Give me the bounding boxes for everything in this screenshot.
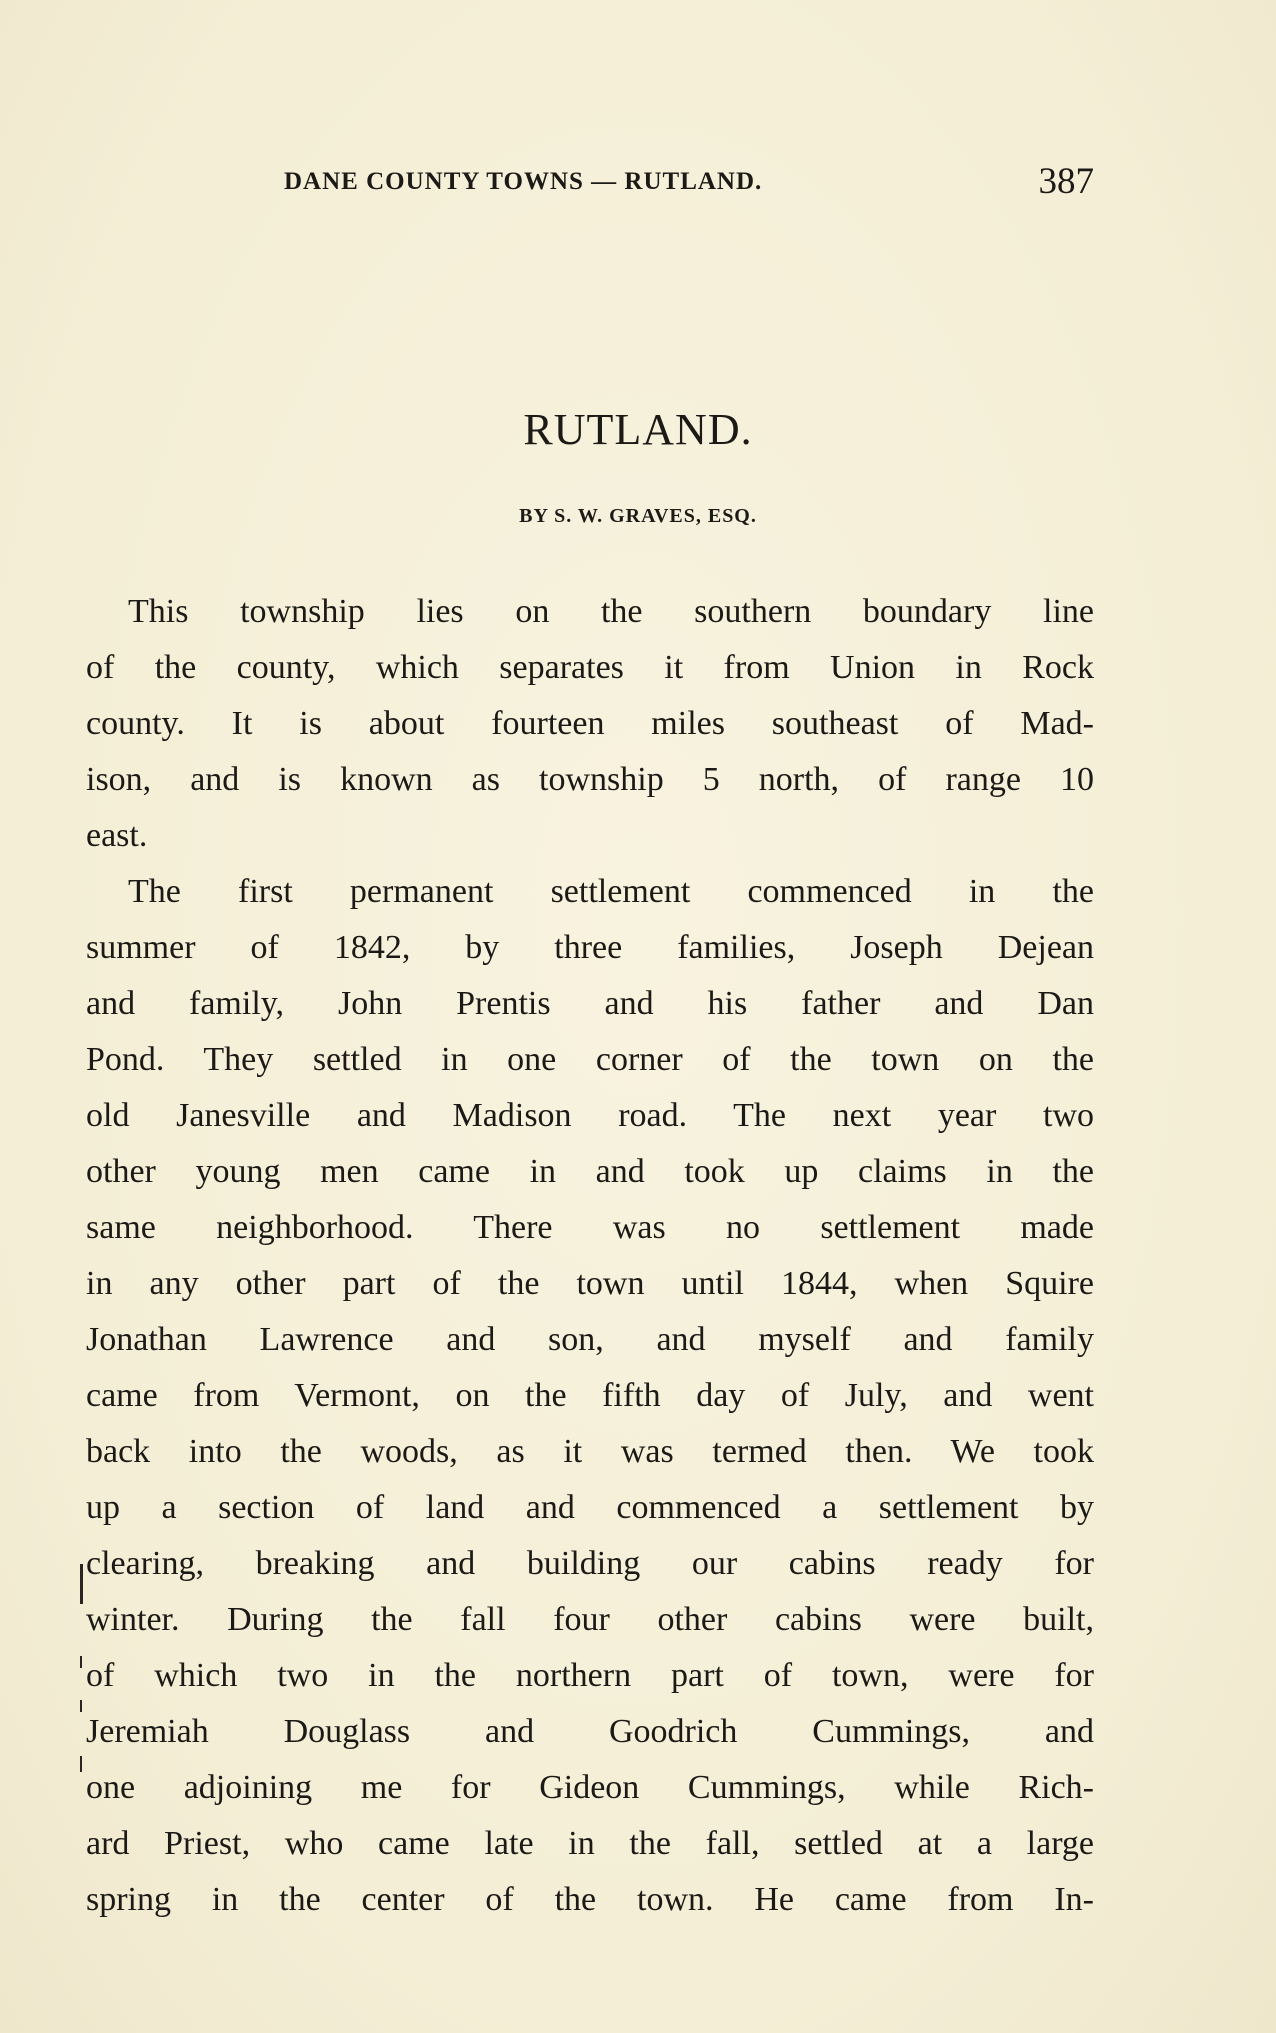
text-line: other young men came in and took up claims in the	[86, 1153, 1094, 1190]
text-line: This township lies on the southern boundary line	[128, 593, 1094, 630]
text-line: winter. During the fall four other cabins were built,	[86, 1601, 1094, 1638]
text-line: summer of 1842, by three families, Joseph Dejean	[86, 929, 1094, 966]
text-line: The first permanent settlement commenced in the	[128, 873, 1094, 910]
text-line: one adjoining me for Gideon Cummings, while Rich-	[86, 1769, 1094, 1806]
text-line: same neighborhood. There was no settlement made	[86, 1209, 1094, 1246]
text-line: Jeremiah Douglass and Goodrich Cummings, and	[86, 1713, 1094, 1750]
text-line: old Janesville and Madison road. The next year two	[86, 1097, 1094, 1134]
text-line: east.	[86, 817, 148, 854]
margin-rule-mark	[80, 1700, 82, 1712]
byline: BY S. W. GRAVES, ESQ.	[519, 505, 757, 527]
text-line: in any other part of the town until 1844, when Squire	[86, 1265, 1094, 1302]
text-line: came from Vermont, on the fifth day of July, and went	[86, 1377, 1094, 1414]
page-number: 387	[1038, 161, 1094, 202]
text-line: clearing, breaking and building our cabins ready for	[86, 1545, 1094, 1582]
text-line: county. It is about fourteen miles southeast of Mad-	[86, 705, 1094, 742]
text-line: up a section of land and commenced a settlement by	[86, 1489, 1094, 1526]
text-line: ard Priest, who came late in the fall, settled at a large	[86, 1825, 1094, 1862]
body-text	[86, 584, 1094, 1928]
text-line: Pond. They settled in one corner of the town on the	[86, 1041, 1094, 1078]
text-line: and family, John Prentis and his father and Dan	[86, 985, 1094, 1022]
text-line: ison, and is known as township 5 north, of range 10	[86, 761, 1094, 798]
margin-rule-mark	[80, 1656, 82, 1668]
text-line: back into the woods, as it was termed then. We took	[86, 1433, 1094, 1470]
text-line: Jonathan Lawrence and son, and myself and family	[86, 1321, 1094, 1358]
margin-rule-mark	[80, 1756, 82, 1772]
text-line: spring in the center of the town. He came from In-	[86, 1881, 1094, 1918]
text-line: of which two in the northern part of town, were for	[86, 1657, 1094, 1694]
chapter-title: RUTLAND.	[523, 405, 753, 454]
margin-rule-mark	[80, 1564, 83, 1604]
text-line: of the county, which separates it from Union in Rock	[86, 649, 1094, 686]
running-title: DANE COUNTY TOWNS — RUTLAND.	[284, 168, 763, 195]
running-head	[84, 160, 1094, 206]
